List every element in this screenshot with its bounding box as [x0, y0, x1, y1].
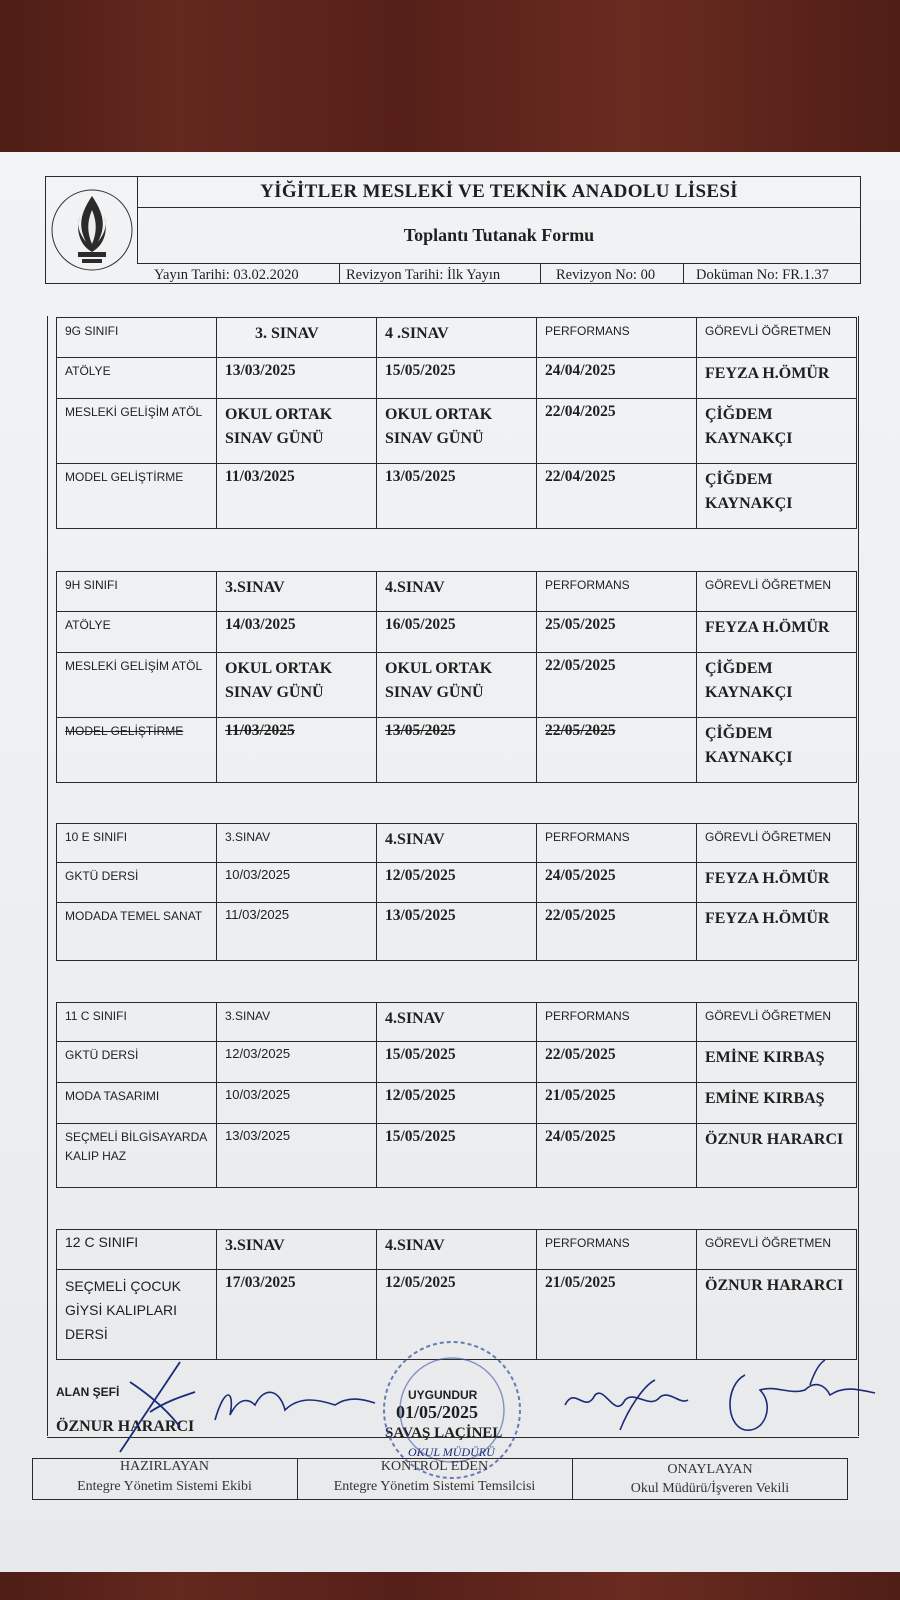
teacher-name: ÖZNUR HARARCI: [697, 1270, 857, 1360]
form-title: Toplantı Tutanak Formu: [403, 225, 595, 245]
signature-teacher-2: [560, 1375, 690, 1435]
header-exam4: 4.SINAV: [377, 572, 537, 612]
lesson-name: MESLEKİ GELİŞİM ATÖL: [57, 653, 217, 718]
performance-date: 22/04/2025: [537, 399, 697, 464]
lesson-name: SEÇMELİ BİLGİSAYARDA KALIP HAZ: [57, 1124, 217, 1188]
revision-date: Revizyon Tarihi: İlk Yayın: [346, 267, 501, 283]
exam4-date: 13/05/2025: [377, 464, 537, 529]
performance-date: 22/05/2025: [537, 718, 697, 783]
exam3-date: 10/03/2025: [217, 1083, 377, 1124]
performance-date: 22/04/2025: [537, 464, 697, 529]
class-name: 11 C SINIFI: [57, 1003, 217, 1042]
approved-date: 01/05/2025: [396, 1402, 479, 1422]
header-performance: PERFORMANS: [537, 572, 697, 612]
lesson-name: ATÖLYE: [57, 358, 217, 399]
teacher-name: ÇİĞDEM KAYNAKÇI: [697, 464, 857, 529]
exam4-date: 12/05/2025: [377, 863, 537, 903]
exam3-date: OKUL ORTAK SINAV GÜNÜ: [217, 399, 377, 464]
exam4-date: 16/05/2025: [377, 612, 537, 653]
document-no: Doküman No: FR.1.37: [696, 267, 829, 283]
teacher-name: FEYZA H.ÖMÜR: [697, 903, 857, 961]
exam4-date: 15/05/2025: [377, 1042, 537, 1083]
controlled-label: KONTROL EDEN: [380, 1459, 489, 1474]
header-exam4: 4 .SINAV: [377, 318, 537, 358]
performance-date: 22/05/2025: [537, 903, 697, 961]
area-head-label: ALAN ŞEFİ: [56, 1385, 120, 1399]
performance-date: 22/05/2025: [537, 653, 697, 718]
teacher-name: EMİNE KIRBAŞ: [697, 1083, 857, 1124]
exam3-date: 17/03/2025: [217, 1270, 377, 1360]
header-exam3: 3.SINAV: [217, 572, 377, 612]
header-exam4: 4.SINAV: [377, 824, 537, 863]
signature-teacher-3: [715, 1355, 880, 1440]
lesson-name: SEÇMELİ ÇOCUK GİYSİ KALIPLARI DERSİ: [57, 1270, 217, 1360]
performance-date: 21/05/2025: [537, 1083, 697, 1124]
lesson-name: GKTÜ DERSİ: [57, 863, 217, 903]
header-exam3: 3.SINAV: [217, 1003, 377, 1042]
lesson-name: MODEL GELİŞTİRME: [57, 464, 217, 529]
header-teacher: GÖREVLİ ÖĞRETMEN: [697, 1230, 857, 1270]
header-exam4: 4.SINAV: [377, 1230, 537, 1270]
lesson-name: MODADA TEMEL SANAT: [57, 903, 217, 961]
table-11c: [56, 1002, 857, 1188]
area-head-name: ÖZNUR HARARCI: [56, 1418, 195, 1435]
exam3-date: 11/03/2025: [217, 718, 377, 783]
performance-date: 24/05/2025: [537, 1124, 697, 1188]
teacher-name: ÇİĞDEM KAYNAKÇI: [697, 653, 857, 718]
lesson-name: GKTÜ DERSİ: [57, 1042, 217, 1083]
exam4-date: 12/05/2025: [377, 1270, 537, 1360]
teacher-name: ÇİĞDEM KAYNAKÇI: [697, 718, 857, 783]
teacher-name: ÖZNUR HARARCI: [697, 1124, 857, 1188]
teacher-name: FEYZA H.ÖMÜR: [697, 863, 857, 903]
performance-date: 25/05/2025: [537, 612, 697, 653]
exam3-date: 14/03/2025: [217, 612, 377, 653]
exam4-date: 13/05/2025: [377, 718, 537, 783]
controlled-by: Entegre Yönetim Sistemi Temsilcisi: [333, 1479, 536, 1494]
prepared-label: HAZIRLAYAN: [120, 1459, 209, 1474]
signature-area-head: [110, 1352, 210, 1462]
class-name: 12 C SINIFI: [57, 1230, 217, 1270]
teacher-name: ÇİĞDEM KAYNAKÇI: [697, 399, 857, 464]
header-teacher: GÖREVLİ ÖĞRETMEN: [697, 1003, 857, 1042]
exam4-date: 12/05/2025: [377, 1083, 537, 1124]
exam4-date: 13/05/2025: [377, 903, 537, 961]
principal-title: OKUL MÜDÜRÜ: [408, 1445, 495, 1459]
header-exam4: 4.SINAV: [377, 1003, 537, 1042]
exam4-date: OKUL ORTAK SINAV GÜNÜ: [377, 399, 537, 464]
teacher-name: EMİNE KIRBAŞ: [697, 1042, 857, 1083]
school-name: YİĞİTLER MESLEKİ VE TEKNİK ANADOLU LİSESİ: [260, 181, 738, 202]
table-9g: [56, 317, 857, 529]
table-9h: [56, 571, 857, 783]
header-exam3: 3.SINAV: [217, 1230, 377, 1270]
class-name: 9H SINIFI: [57, 572, 217, 612]
performance-date: 24/04/2025: [537, 358, 697, 399]
exam4-date: OKUL ORTAK SINAV GÜNÜ: [377, 653, 537, 718]
header-performance: PERFORMANS: [537, 1003, 697, 1042]
lesson-name: ATÖLYE: [57, 612, 217, 653]
revision-no: Revizyon No: 00: [556, 267, 656, 283]
exam3-date: 10/03/2025: [217, 863, 377, 903]
class-name: 10 E SINIFI: [57, 824, 217, 863]
exam3-date: 11/03/2025: [217, 464, 377, 529]
teacher-name: FEYZA H.ÖMÜR: [697, 358, 857, 399]
approved-label: UYGUNDUR: [408, 1388, 478, 1402]
exam4-date: 15/05/2025: [377, 1124, 537, 1188]
exam3-date: 13/03/2025: [217, 358, 377, 399]
header-exam3: 3.SINAV: [217, 824, 377, 863]
exam3-date: 12/03/2025: [217, 1042, 377, 1083]
header-performance: PERFORMANS: [537, 318, 697, 358]
exam3-date: 11/03/2025: [217, 903, 377, 961]
exam3-date: OKUL ORTAK SINAV GÜNÜ: [217, 653, 377, 718]
prepared-by: Entegre Yönetim Sistemi Ekibi: [77, 1479, 252, 1494]
signature-teacher-1: [210, 1375, 380, 1435]
approved-by: Okul Müdürü/İşveren Vekili: [630, 1481, 790, 1496]
header-performance: PERFORMANS: [537, 824, 697, 863]
header-teacher: GÖREVLİ ÖĞRETMEN: [697, 824, 857, 863]
header-performance: PERFORMANS: [537, 1230, 697, 1270]
lesson-name: MODEL GELİŞTİRME: [57, 718, 217, 783]
teacher-name: FEYZA H.ÖMÜR: [697, 612, 857, 653]
header-exam3: 3. SINAV: [217, 318, 377, 358]
principal-name: SAVAŞ LAÇİNEL: [385, 1425, 503, 1441]
header-teacher: GÖREVLİ ÖĞRETMEN: [697, 318, 857, 358]
performance-date: 22/05/2025: [537, 1042, 697, 1083]
table-10e: [56, 823, 857, 961]
lesson-name: MESLEKİ GELİŞİM ATÖL: [57, 399, 217, 464]
school-logo: [50, 182, 134, 278]
publish-date: Yayın Tarihi: 03.02.2020: [154, 267, 299, 283]
performance-date: 21/05/2025: [537, 1270, 697, 1360]
exam3-date: 13/03/2025: [217, 1124, 377, 1188]
header-teacher: GÖREVLİ ÖĞRETMEN: [697, 572, 857, 612]
approved-footer-label: ONAYLAYAN: [667, 1462, 753, 1477]
exam4-date: 15/05/2025: [377, 358, 537, 399]
lesson-name: MODA TASARIMI: [57, 1083, 217, 1124]
class-name: 9G SINIFI: [57, 318, 217, 358]
performance-date: 24/05/2025: [537, 863, 697, 903]
